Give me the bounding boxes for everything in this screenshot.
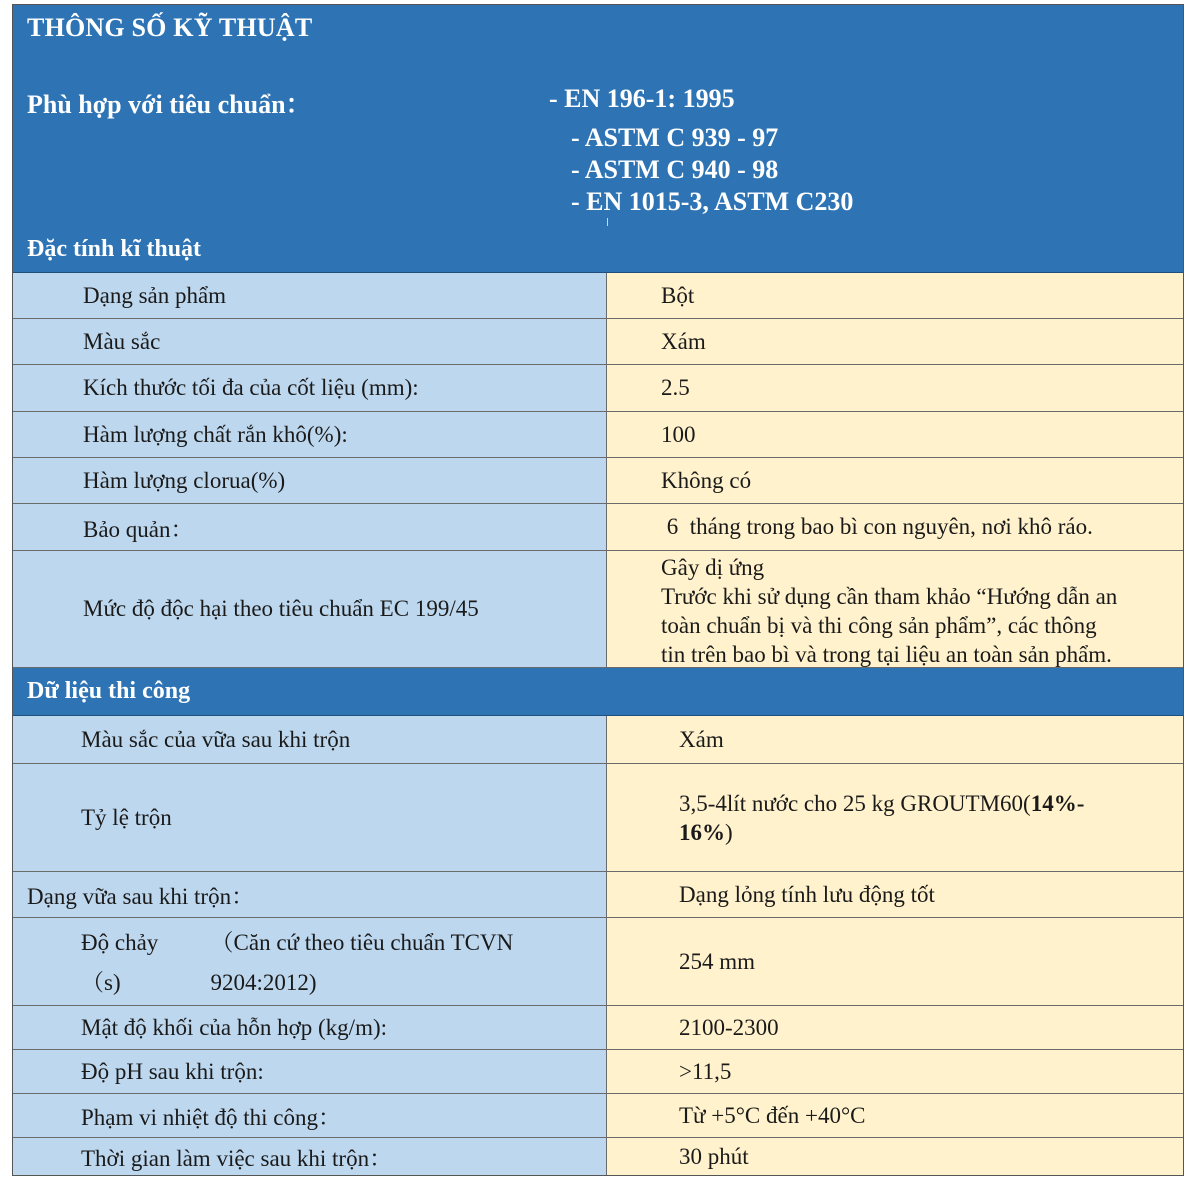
table-row bbox=[13, 458, 1183, 504]
value-line: Trước khi sử dụng cần tham khảo “Hướng dẫn an bbox=[661, 584, 1118, 609]
table-row bbox=[13, 716, 1183, 764]
table-row bbox=[13, 504, 1183, 551]
value-text: 3,5-4lít nước cho 25 kg GROUTM60( bbox=[679, 791, 1031, 816]
table-row bbox=[13, 1006, 1183, 1050]
page-title: THÔNG SỐ KỸ THUẬT bbox=[27, 13, 313, 42]
row-value: 100 bbox=[607, 412, 1183, 457]
row-value: Từ +5°C đến +40°C bbox=[607, 1094, 1183, 1137]
row-label: Bảo quản： bbox=[13, 504, 607, 550]
row-value: Bột bbox=[607, 273, 1183, 318]
value-line: tin trên bao bì và trong tại liệu an toàn sản phẩm. bbox=[661, 642, 1112, 667]
row-label: Màu sắc bbox=[13, 319, 607, 364]
row-label: Mức độ độc hại theo tiêu chuẩn EC 199/45 bbox=[13, 551, 607, 667]
section-heading-application: Dữ liệu thi công bbox=[13, 668, 1183, 716]
standard-item: - ASTM C 940 - 98 bbox=[571, 155, 779, 184]
table-row bbox=[13, 764, 1183, 872]
table-row bbox=[13, 1050, 1183, 1094]
row-label: Phạm vi nhiệt độ thi công： bbox=[13, 1094, 607, 1137]
row-value: 6 tháng trong bao bì con nguyên, nơi khô ráo. bbox=[607, 504, 1183, 550]
table-row bbox=[13, 365, 1183, 412]
row-label: Hàm lượng clorua(%) bbox=[13, 458, 607, 503]
row-label: Mật độ khối của hỗn hợp (kg/m): bbox=[13, 1006, 607, 1049]
row-label bbox=[13, 918, 607, 1005]
table-row bbox=[13, 319, 1183, 365]
row-value bbox=[607, 551, 1183, 667]
value-text-bold: 16% bbox=[679, 820, 725, 845]
row-label: Thời gian làm việc sau khi trộn： bbox=[13, 1138, 607, 1175]
standard-item: - ASTM C 939 - 97 bbox=[571, 123, 779, 152]
row-label: Màu sắc của vữa sau khi trộn bbox=[13, 716, 607, 763]
row-value: 2.5 bbox=[607, 365, 1183, 411]
table-row bbox=[13, 1094, 1183, 1138]
row-value: Xám bbox=[607, 319, 1183, 364]
row-label: Kích thước tối đa của cốt liệu (mm): bbox=[13, 365, 607, 411]
row-label: Dạng sản phẩm bbox=[13, 273, 607, 318]
row-label: Hàm lượng chất rắn khô(%): bbox=[13, 412, 607, 457]
value-line: toàn chuẩn bị và thi công sản phẩm”, các thông bbox=[661, 613, 1097, 638]
standards-label: Phù hợp với tiêu chuẩn： bbox=[27, 90, 312, 119]
row-value: 254 mm bbox=[607, 918, 1183, 1005]
row-value: 2100-2300 bbox=[607, 1006, 1183, 1049]
label-line: （Căn cứ theo tiêu chuẩn TCVN 9204:2012) bbox=[210, 930, 514, 995]
section-heading-tech: Đặc tính kĩ thuật bbox=[13, 226, 1183, 273]
table-row bbox=[13, 872, 1183, 918]
standard-item: - EN 1015-3, ASTM C230 bbox=[571, 187, 854, 216]
spec-header bbox=[13, 5, 1183, 227]
table-row bbox=[13, 273, 1183, 319]
table-row bbox=[13, 551, 1183, 668]
standard-item: - EN 196-1: 1995 bbox=[549, 84, 735, 113]
column-divider bbox=[607, 218, 608, 226]
value-text-bold: 14%- bbox=[1030, 791, 1085, 816]
row-value bbox=[607, 764, 1183, 871]
row-value: >11,5 bbox=[607, 1050, 1183, 1093]
row-value: Dạng lỏng tính lưu động tốt bbox=[607, 872, 1183, 917]
label-line: Độ chảy（s) bbox=[81, 930, 159, 995]
row-value: Xám bbox=[607, 716, 1183, 763]
table-row bbox=[13, 918, 1183, 1006]
row-label: Dạng vữa sau khi trộn： bbox=[13, 872, 607, 917]
value-line: Gây dị ứng bbox=[661, 555, 765, 580]
row-label: Tỷ lệ trộn bbox=[13, 764, 607, 871]
spec-table bbox=[12, 4, 1184, 1176]
value-text: ) bbox=[725, 820, 733, 845]
standards-list bbox=[571, 122, 853, 218]
table-row bbox=[13, 1138, 1183, 1175]
row-label: Độ pH sau khi trộn: bbox=[13, 1050, 607, 1093]
row-value: Không có bbox=[607, 458, 1183, 503]
row-value: 30 phút bbox=[607, 1138, 1183, 1175]
table-row bbox=[13, 412, 1183, 458]
